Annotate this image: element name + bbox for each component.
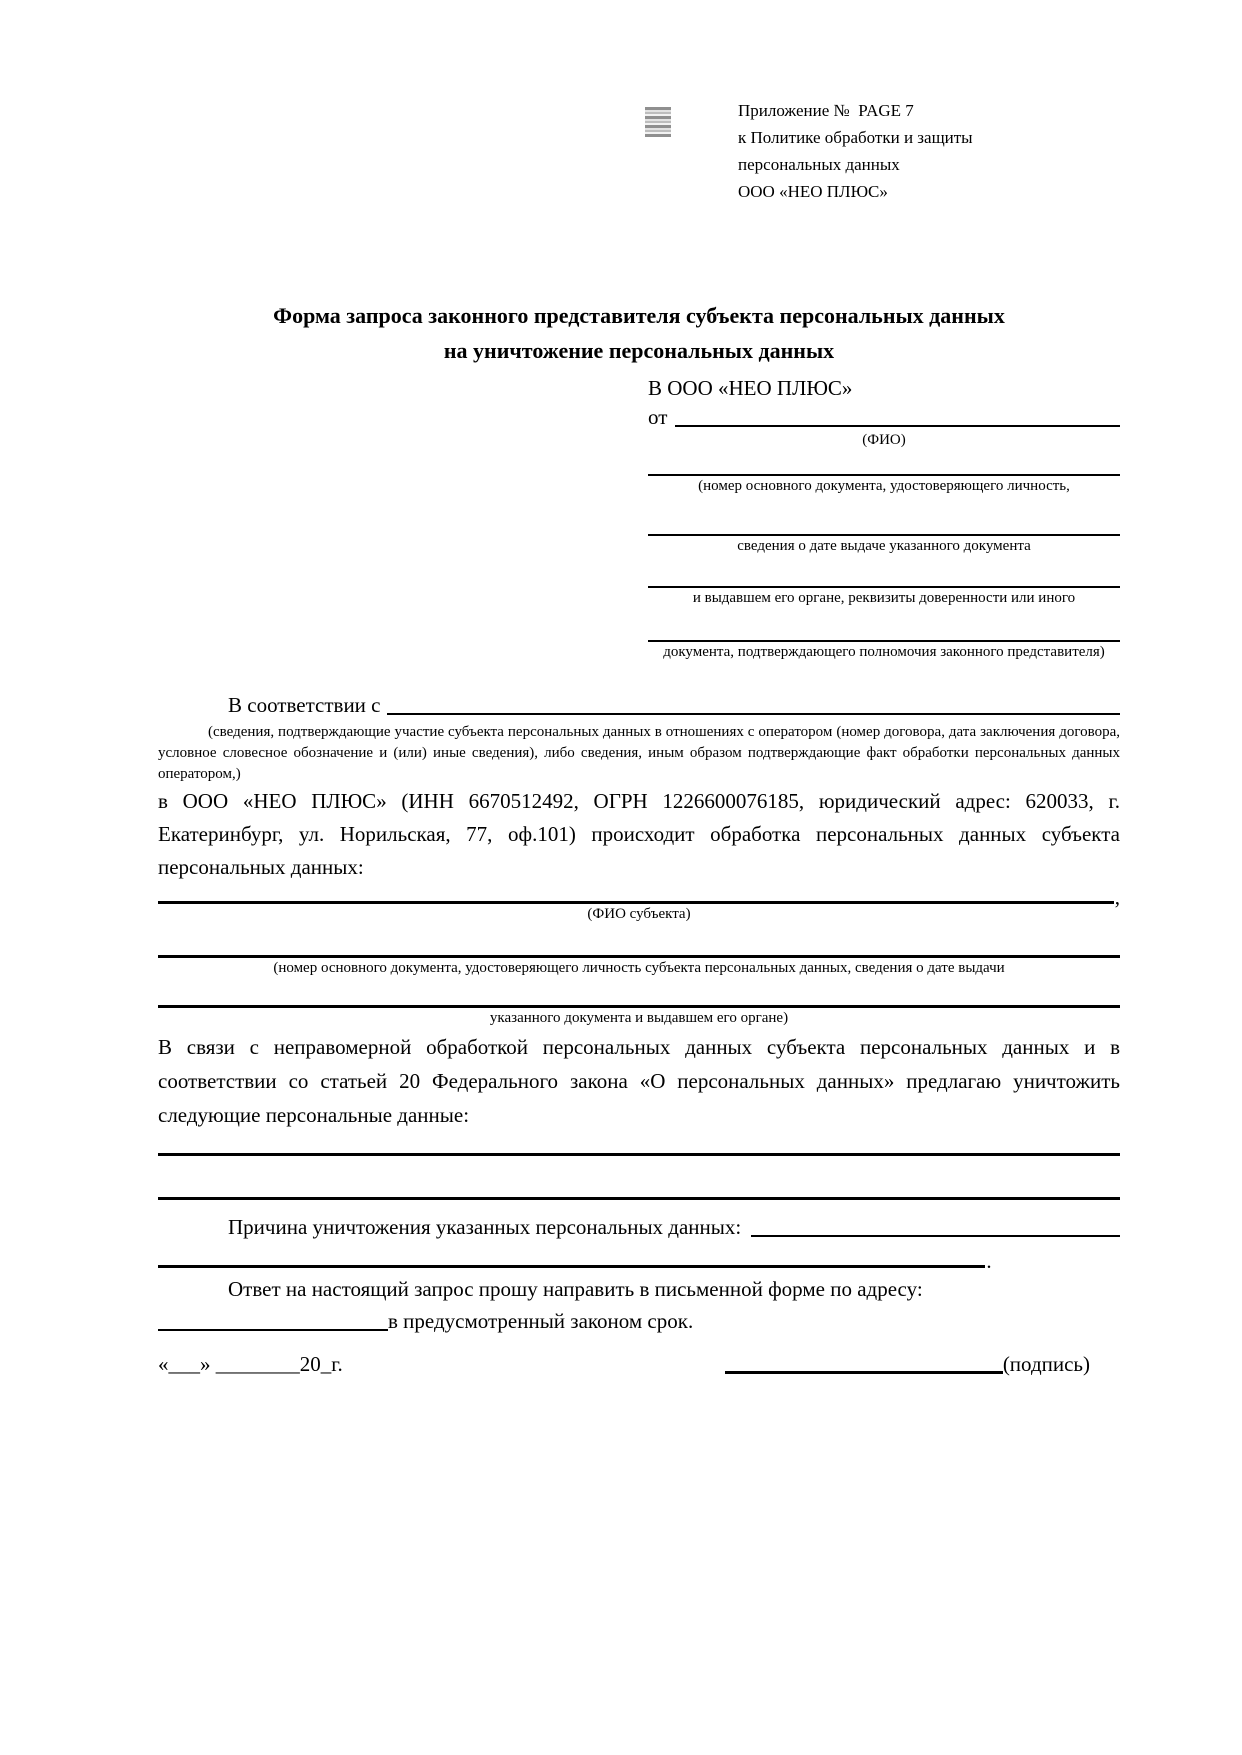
subject-fio-caption: (ФИО субъекта) xyxy=(587,906,691,922)
form-title-line-2: на уничтожение персональных данных xyxy=(443,338,835,363)
signature-caption: (подпись) xyxy=(1002,1352,1090,1376)
response-address-row xyxy=(158,1308,1120,1334)
header-note xyxy=(738,97,973,205)
doc-caption-3: и выдавшем его органе, реквизиты доверенности или иного xyxy=(692,590,1076,606)
doc-caption-4: документа, подтверждающего полномочия законного представителя) xyxy=(663,644,1105,660)
header-note-line: ООО «НЕО ПЛЮС» xyxy=(738,182,888,201)
reason-row xyxy=(158,1214,1120,1240)
form-title-line-1: Форма запроса законного представителя субъекта персональных данных xyxy=(273,303,1005,328)
subject-fio-comma: , xyxy=(1114,885,1120,909)
response-label-row xyxy=(158,1276,1120,1302)
reason-input-line[interactable] xyxy=(751,1214,1120,1237)
subject-doc-caption-1: (номер основного документа, удостоверяющего личность субъекта персональных данных, сведения о дате выдачи xyxy=(273,960,1005,976)
doc-caption-1: (номер основного документа, удостоверяющего личность, xyxy=(698,478,1070,494)
organization-name: В ООО «НЕО ПЛЮС» xyxy=(648,376,853,400)
operator-paragraph: в ООО «НЕО ПЛЮС» (ИНН 6670512492, ОГРН 1226600076185, юридический адрес: 620033, г. Екатеринбург, ул. Норильская, 77, оф.101) происходит обработка персональных данных субъекта персональных данных: xyxy=(158,789,1120,879)
subject-doc-row-2 xyxy=(158,992,1120,1008)
subject-doc-caption-2: указанного документа и выдавшем его органе) xyxy=(489,1010,789,1026)
signature-line[interactable] xyxy=(725,1350,1003,1374)
accordance-row xyxy=(158,692,1120,718)
accordance-note: (сведения, подтверждающие участие субъекта персональных данных в отношениях с оператором (номер договора, дата заключения договора, условное словесное обозначение и (или) иные сведения), либо сведения, иным образом подтверждающие факт обработки персональных данных оператором,) xyxy=(158,724,1120,782)
data-blank-row-1 xyxy=(158,1140,1120,1156)
response-address-line[interactable] xyxy=(158,1308,388,1331)
addressee-block xyxy=(648,374,1120,662)
fio-caption: (ФИО) xyxy=(862,432,906,448)
response-label: Ответ на настоящий запрос прошу направить в письменной форме по адресу: xyxy=(228,1277,923,1301)
main-body xyxy=(158,692,1120,1334)
reason-line-period: . xyxy=(986,1249,992,1273)
signature-group xyxy=(725,1350,1090,1378)
data-input-line-2[interactable] xyxy=(158,1184,1120,1200)
subject-doc-input-line-1[interactable] xyxy=(158,942,1120,958)
field-code-icon xyxy=(645,107,671,137)
footer-row xyxy=(158,1350,1120,1378)
response-suffix: в предусмотренный законом срок. xyxy=(388,1309,694,1333)
header-note-line: Приложение № PAGE 7 xyxy=(738,101,914,120)
form-title xyxy=(158,298,1120,368)
from-row xyxy=(648,404,1120,430)
doc-caption-2: сведения о дате выдаче указанного документа xyxy=(737,538,1031,554)
accordance-label: В соответствии с xyxy=(228,693,381,717)
date-line[interactable]: «___» ________20_г. xyxy=(158,1352,343,1376)
accordance-input-line[interactable] xyxy=(387,692,1121,715)
subject-fio-input-line[interactable] xyxy=(158,888,1114,904)
reason-label: Причина уничтожения указанных персональных данных: xyxy=(228,1215,742,1239)
header-note-line: персональных данных xyxy=(738,155,900,174)
reason-continuation-line[interactable] xyxy=(158,1252,985,1268)
header-note-line: к Политике обработки и защиты xyxy=(738,128,973,147)
from-label: от xyxy=(648,405,668,429)
data-input-line-1[interactable] xyxy=(158,1140,1120,1156)
data-blank-row-2 xyxy=(158,1184,1120,1200)
destruction-paragraph: В связи с неправомерной обработкой персональных данных субъекта персональных данных и в соответствии со статьей 20 Федерального закона «О персональных данных» предлагаю уничтожить следующие персональные данные: xyxy=(158,1035,1120,1127)
fio-input-line[interactable] xyxy=(675,404,1120,427)
subject-doc-row-1 xyxy=(158,942,1120,958)
reason-continuation-row xyxy=(158,1249,1120,1273)
subject-doc-input-line-2[interactable] xyxy=(158,992,1120,1008)
subject-fio-row xyxy=(158,885,1120,909)
